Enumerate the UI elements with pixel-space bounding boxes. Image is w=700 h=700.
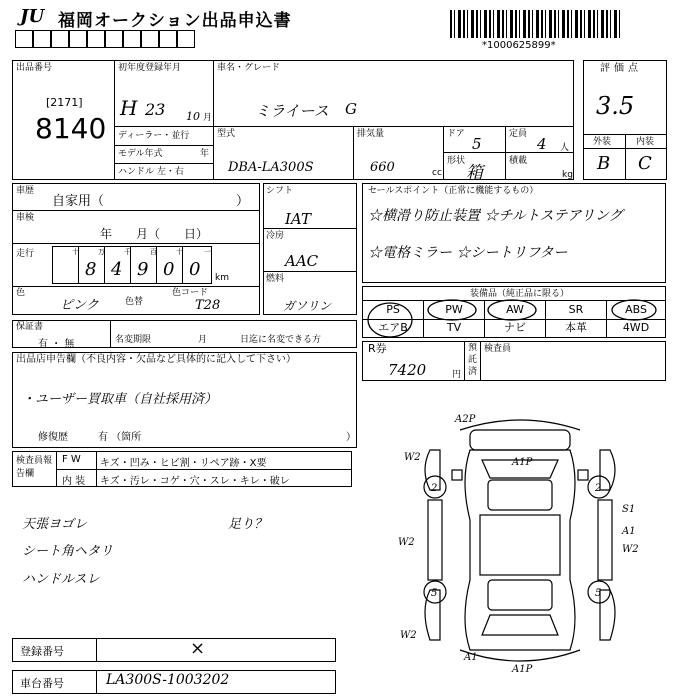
diagram-mark: S1 bbox=[622, 504, 636, 515]
mileage-label: 走行 bbox=[16, 249, 35, 259]
first-reg-month-unit: 月 bbox=[203, 113, 213, 123]
door: 5 bbox=[472, 135, 482, 153]
inspection: 年 月（ 日） bbox=[100, 227, 209, 241]
inspector-label: 検査員 bbox=[484, 344, 512, 354]
note-1: 天張ヨゴレ bbox=[22, 517, 88, 532]
shape-label: 形状 bbox=[447, 156, 466, 166]
color-code-label: 色コード bbox=[172, 288, 209, 298]
sales-point-1: ☆横滑り防止装置 ☆チルトステアリング bbox=[368, 208, 623, 224]
model-type-label: 型式 bbox=[217, 129, 236, 139]
model-year-label: モデル年式 bbox=[118, 149, 163, 159]
usage: 自家用（ bbox=[52, 194, 105, 209]
interior-items: キズ・汚レ・コゲ・穴・スレ・キレ・破レ bbox=[100, 476, 290, 487]
car-damage-diagram bbox=[400, 410, 660, 680]
logo: JU bbox=[20, 6, 45, 27]
form-title: 福岡オークション出品申込書 bbox=[58, 11, 292, 31]
diagram-mark: A1P bbox=[512, 457, 533, 468]
lot-number-label: 出品番号 bbox=[16, 63, 53, 73]
door-label: ドア bbox=[447, 129, 465, 139]
equipment-item: ナビ bbox=[504, 321, 526, 334]
equipment-item: 4WD bbox=[622, 321, 650, 334]
model-year-unit: 年 bbox=[200, 149, 210, 159]
chassis-number-label: 車台番号 bbox=[20, 677, 64, 690]
warranty-yn: 有 ・ 無 bbox=[38, 339, 75, 350]
mileage-unit: km bbox=[215, 273, 229, 283]
reg-number-label: 登録番号 bbox=[20, 645, 64, 658]
diagram-mark: 5 bbox=[595, 588, 602, 599]
sales-point-label: セールスポイント（正常に機能するもの） bbox=[368, 186, 539, 196]
cc-unit: cc bbox=[432, 168, 442, 178]
first-reg-era: H bbox=[120, 96, 138, 120]
grade: G bbox=[345, 100, 357, 118]
interior-grade: C bbox=[638, 153, 652, 174]
usage-close: ） bbox=[236, 194, 250, 209]
first-reg-label: 初年度登録年月 bbox=[118, 63, 182, 73]
digit-unit-6: 一 bbox=[204, 248, 211, 256]
diagram-mark: A1P bbox=[512, 664, 533, 675]
equipment-item: PS bbox=[386, 303, 400, 316]
digit-unit-1: 十 bbox=[72, 248, 79, 256]
note-3: ハンドルスレ bbox=[22, 572, 100, 587]
repair-value: 有 （箇所 bbox=[98, 432, 142, 443]
exterior-grade: B bbox=[597, 153, 611, 174]
color: ピンク bbox=[60, 298, 99, 313]
equipment-item: ABS bbox=[625, 303, 647, 316]
weight-label: 積載 bbox=[509, 156, 528, 166]
barcode-text: *1000625899* bbox=[482, 40, 556, 51]
equipment-item: TV bbox=[446, 321, 462, 334]
equipment-item: PW bbox=[445, 303, 463, 316]
sales-point-box bbox=[362, 183, 666, 283]
handle-label: ハンドル 左・右 bbox=[118, 167, 184, 177]
shape: 箱 bbox=[466, 163, 483, 183]
equipment-label: 装備品（純正品に限る） bbox=[470, 289, 570, 299]
diagram-mark: W2 bbox=[398, 537, 415, 548]
store-report-label: 出品店申告欄（不良内容・欠品など具体的に記入して下さい） bbox=[16, 354, 296, 365]
fuel: ガソリン bbox=[283, 299, 332, 313]
repair-close: ） bbox=[346, 432, 356, 443]
reg-number: × bbox=[190, 638, 206, 659]
score-label: 評価点 bbox=[600, 63, 642, 74]
diagram-mark: W2 bbox=[622, 544, 639, 555]
sales-point-2: ☆電格ミラー ☆シートリフター bbox=[368, 245, 568, 261]
barcode bbox=[450, 10, 620, 38]
digit-unit-5: 十 bbox=[176, 248, 183, 256]
exterior-label: 外装 bbox=[593, 137, 612, 147]
dealer-order-label: ディーラー・並行 bbox=[118, 131, 190, 141]
displacement-label: 排気量 bbox=[357, 129, 385, 139]
note-mark: 足り？ bbox=[228, 517, 268, 532]
equipment-item: 本革 bbox=[565, 321, 587, 334]
diagram-mark: W2 bbox=[400, 630, 417, 641]
drivetrain-box bbox=[263, 183, 357, 315]
mileage-digit: 8 bbox=[85, 259, 97, 280]
equipment-item: SR bbox=[568, 303, 584, 316]
expiry-month: 月 bbox=[198, 335, 208, 345]
mileage-digit: 9 bbox=[137, 259, 149, 280]
lot-number: 8140 bbox=[35, 112, 107, 145]
car-name-grade-label: 車名・グレード bbox=[217, 63, 281, 73]
fuel-label: 燃料 bbox=[266, 274, 285, 284]
fw-label: F W bbox=[62, 454, 81, 465]
mileage-digit: 4 bbox=[111, 259, 123, 280]
kg-unit: kg bbox=[562, 170, 573, 180]
diagram-mark: 2 bbox=[431, 483, 438, 494]
model-type: DBA-LA300S bbox=[228, 160, 314, 175]
usage-label: 車歴 bbox=[16, 186, 35, 196]
diagram-mark: W2 bbox=[404, 452, 421, 463]
store-report-1: ・ユーザー買取車（自社採用済） bbox=[22, 392, 218, 407]
inspector-report-label: 検査員報告欄 bbox=[16, 456, 53, 479]
aircon: AAC bbox=[285, 252, 319, 270]
capacity: 4 bbox=[537, 135, 547, 153]
aircon-label: 冷房 bbox=[266, 231, 285, 241]
first-reg-month: 10 bbox=[186, 110, 200, 123]
color-change-label: 色替 bbox=[125, 297, 144, 307]
interior-row-label: 内 装 bbox=[62, 476, 86, 487]
inspection-label: 車検 bbox=[16, 213, 35, 223]
chassis-number: LA300S-1003202 bbox=[106, 672, 230, 688]
recycle-label: R券 bbox=[368, 342, 387, 355]
equipment-item: AW bbox=[506, 303, 524, 316]
interior-label: 内装 bbox=[636, 137, 655, 147]
first-reg-year: 23 bbox=[145, 100, 166, 119]
recycle-status: 預託済 bbox=[468, 343, 478, 377]
diagram-mark: A1 bbox=[622, 526, 636, 537]
diagram-mark: A2P bbox=[455, 414, 476, 425]
digit-unit-3: 千 bbox=[124, 248, 131, 256]
displacement: 660 bbox=[370, 160, 395, 175]
expiry-label: 名変期限 bbox=[115, 335, 152, 345]
diagram-mark: 2 bbox=[595, 483, 602, 494]
digit-unit-4: 百 bbox=[150, 248, 157, 256]
equipment-item: エアB bbox=[378, 321, 408, 334]
digit-unit-2: 万 bbox=[98, 248, 105, 256]
recycle-unit: 円 bbox=[452, 370, 462, 380]
diagram-mark: 5 bbox=[431, 588, 438, 599]
shift-label: シフト bbox=[266, 186, 294, 196]
shift: IAT bbox=[285, 210, 311, 228]
mileage-digit: 0 bbox=[189, 259, 201, 280]
color-code: T28 bbox=[195, 298, 221, 313]
capacity-label: 定員 bbox=[509, 129, 528, 139]
color-label: 色 bbox=[16, 288, 26, 298]
diagram-mark: A1 bbox=[464, 652, 478, 663]
note-2: シート角ヘタリ bbox=[22, 544, 114, 559]
car-name: ミライース bbox=[255, 102, 329, 120]
equipment-circles bbox=[362, 296, 666, 340]
score: 3.5 bbox=[596, 92, 635, 120]
mileage-digit: 0 bbox=[163, 259, 175, 280]
lot-small: [2171] bbox=[46, 96, 83, 109]
recycle-amount: 7420 bbox=[388, 361, 427, 379]
capacity-unit: 人 bbox=[560, 143, 570, 153]
warranty-label: 保証書 bbox=[16, 322, 44, 332]
repair-label: 修復歴 bbox=[38, 432, 68, 443]
expiry-note: 日迄に名変できる方 bbox=[240, 335, 322, 345]
fw-items: キズ・凹み・ヒビ割・リペア跡・X要 bbox=[100, 458, 267, 469]
